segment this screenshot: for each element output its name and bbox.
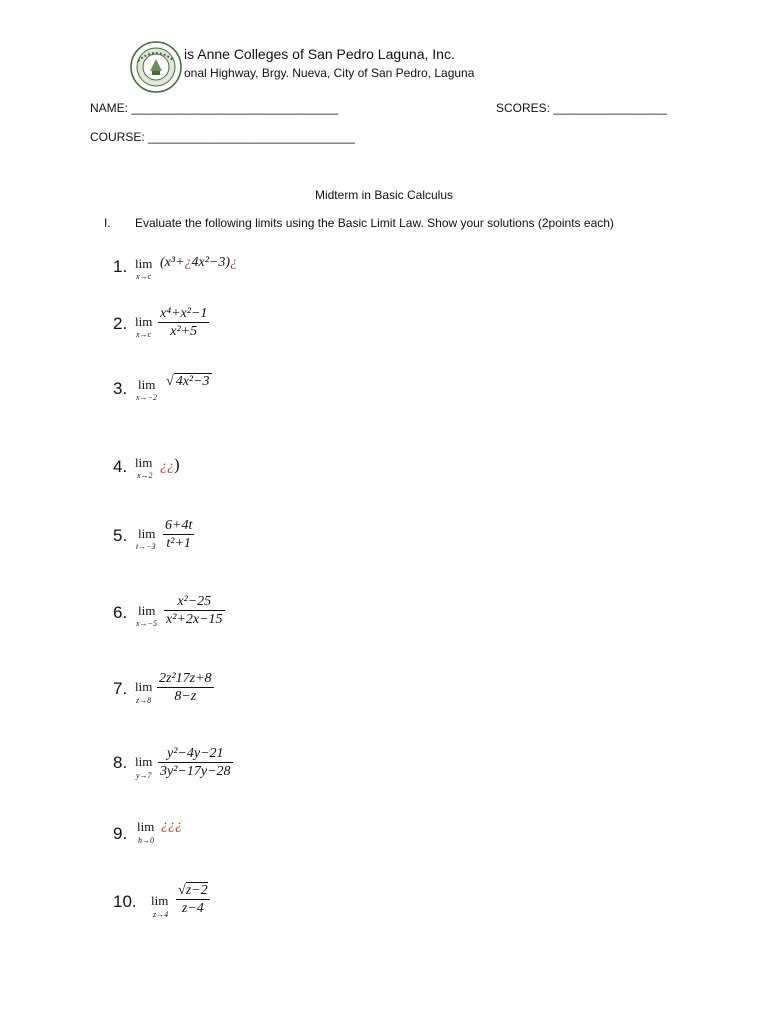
limit-approach: y→7	[136, 771, 152, 780]
limit-approach: h→0	[138, 836, 154, 845]
denominator: t²+1	[166, 536, 191, 551]
lim-operator: lim	[135, 754, 153, 769]
lim-operator: lim	[137, 819, 155, 834]
radicand: 4x²−3	[175, 374, 210, 389]
missing-glyph: ¿	[230, 255, 238, 270]
exam-title: Midterm in Basic Calculus	[314, 188, 454, 202]
limit-approach: x→c	[136, 330, 152, 339]
missing-glyph: ¿	[184, 255, 192, 270]
fraction	[176, 882, 210, 917]
denominator: x²+2x−15	[166, 612, 223, 627]
denominator: 8−z	[174, 689, 197, 704]
school-address: onal Highway, Brgy. Nueva, City of San Pedro, Laguna	[184, 66, 475, 80]
numerator: 2z²17z+8	[159, 671, 212, 686]
limit-approach: x→2	[137, 471, 153, 480]
item-number: 10.	[113, 892, 137, 911]
fraction	[163, 517, 194, 552]
school-name: is Anne Colleges of San Pedro Laguna, Inc.	[184, 46, 455, 62]
item-number: 8.	[113, 753, 128, 772]
missing-glyph: ¿¿¿	[161, 818, 182, 833]
item-number: 5.	[113, 526, 128, 545]
lim-operator: lim	[138, 377, 156, 392]
numerator	[176, 882, 210, 900]
denominator: x²+5	[170, 324, 198, 339]
radical-sign: √	[178, 883, 186, 898]
item-number: 6.	[113, 603, 128, 622]
limit-approach: z→8	[136, 696, 152, 705]
missing-glyph: ¿¿	[160, 459, 174, 474]
school-seal-logo	[130, 41, 182, 93]
lim-operator: lim	[135, 314, 153, 329]
fraction	[157, 670, 214, 705]
fraction	[158, 305, 209, 340]
closing-paren: )	[174, 455, 180, 474]
radicand: z−2	[185, 883, 208, 898]
section-instruction: Evaluate the following limits using the Basic Limit Law. Show your solutions (2points each)	[135, 216, 614, 230]
lim-operator: lim	[135, 455, 153, 470]
numerator: x²−25	[164, 593, 225, 611]
denominator: z−4	[181, 901, 204, 916]
item-number: 4.	[113, 457, 128, 476]
radical-sign: √	[166, 374, 174, 389]
item-number: 2.	[113, 314, 128, 333]
lim-operator: lim	[151, 893, 169, 908]
section-numeral: I.	[104, 216, 111, 230]
limit-approach: t→−3	[136, 542, 156, 551]
item-number: 3.	[113, 379, 128, 398]
fraction	[164, 593, 225, 628]
expression-part: 4x²−3)	[191, 255, 231, 270]
numerator: 6+4t	[165, 518, 193, 533]
course-field[interactable]: COURSE: _______________________________	[90, 130, 355, 144]
fraction	[158, 745, 233, 780]
lim-operator: lim	[135, 679, 153, 694]
item-number: 1.	[113, 257, 128, 276]
scores-field[interactable]: SCORES: _________________	[496, 101, 667, 115]
denominator: 3y²−17y−28	[160, 764, 231, 779]
limit-approach: x→c	[136, 272, 152, 281]
expression-part: (x³+	[160, 255, 185, 270]
item-number: 7.	[113, 679, 128, 698]
numerator: y²−4y−21	[158, 745, 233, 763]
limit-approach: x→−2	[136, 393, 157, 402]
item-number: 9.	[113, 824, 128, 843]
square-root	[166, 374, 212, 390]
lim-operator: lim	[138, 526, 156, 541]
name-field[interactable]: NAME: _______________________________	[90, 101, 339, 115]
numerator: x⁴+x²−1	[160, 306, 208, 321]
lim-operator: lim	[138, 603, 156, 618]
lim-operator: lim	[135, 256, 153, 271]
limit-approach: x→−5	[136, 619, 157, 628]
limit-approach: z→4	[153, 910, 169, 919]
